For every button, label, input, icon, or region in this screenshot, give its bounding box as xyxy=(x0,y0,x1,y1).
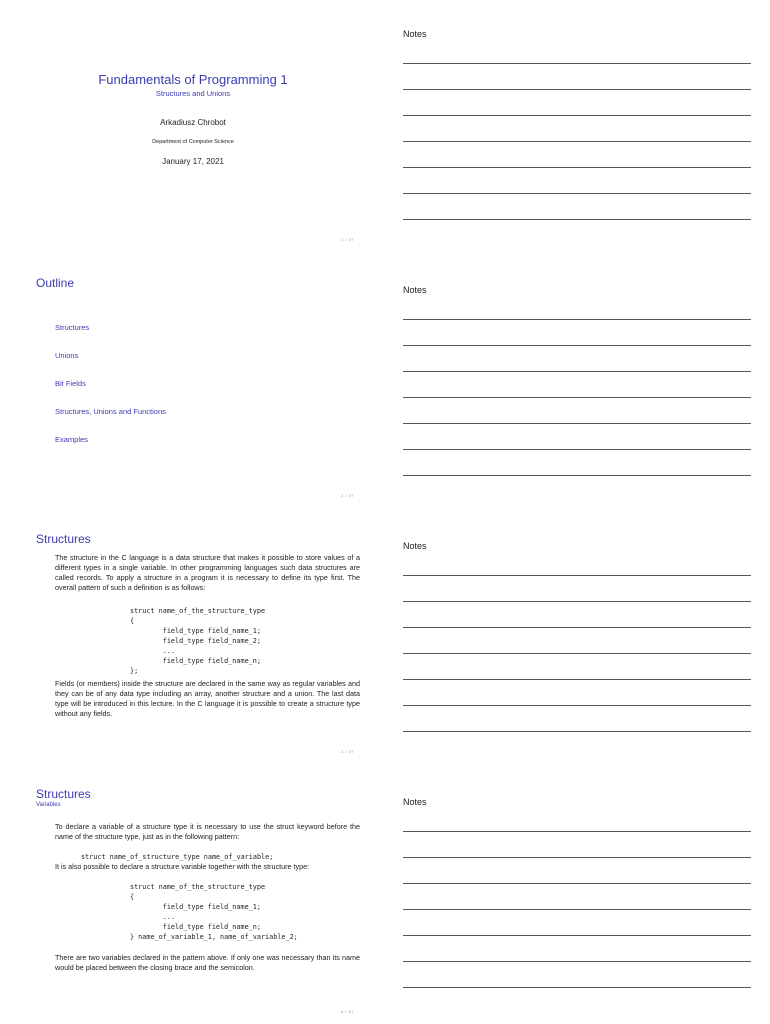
code-block xyxy=(130,882,298,942)
slide-outline xyxy=(28,256,358,512)
code-line: field_type field_name_n; xyxy=(130,923,261,931)
slide-structures xyxy=(28,512,358,768)
page-number: 2 / 67 xyxy=(340,493,354,498)
note-line xyxy=(403,423,751,424)
page-number: 3 / 67 xyxy=(340,749,354,754)
note-line xyxy=(403,705,751,706)
frame-title: Structures xyxy=(36,532,91,546)
note-line xyxy=(403,115,751,116)
slide-structures-variables xyxy=(28,768,358,1024)
code-line: ... xyxy=(130,913,176,921)
code-block xyxy=(130,606,265,676)
page-1 xyxy=(0,0,770,256)
note-line xyxy=(403,679,751,680)
presentation-date: January 17, 2021 xyxy=(162,157,224,166)
notes-panel xyxy=(403,512,753,768)
notes-panel xyxy=(403,256,753,512)
note-line xyxy=(403,193,751,194)
note-line xyxy=(403,63,751,64)
note-line xyxy=(403,831,751,832)
presentation-subtitle: Structures and Unions xyxy=(155,89,231,98)
note-line xyxy=(403,141,751,142)
page-3 xyxy=(0,512,770,768)
note-line xyxy=(403,935,751,936)
note-line xyxy=(403,909,751,910)
outro-paragraph: Fields (or members) inside the structure are declared in the same way as regular variables and they can be of any data type including an array, another structure and a union. The last data type will be introduced in this lecture. In the C language it is possible to create a structure type without any fields. xyxy=(55,679,360,718)
note-line xyxy=(403,449,751,450)
notes-label: Notes xyxy=(403,285,427,295)
page-number: 4 / 67 xyxy=(340,1009,354,1014)
intro-paragraph: To declare a variable of a structure type it is necessary to use the struct keyword before the name of the structure type, just as in the following pattern: xyxy=(55,822,360,841)
note-line xyxy=(403,883,751,884)
note-line xyxy=(403,397,751,398)
code-line: field_type field_name_1; xyxy=(130,903,261,911)
notes-panel xyxy=(403,768,753,1024)
code-line: { xyxy=(130,893,135,901)
outline-item-unions[interactable]: Unions xyxy=(55,351,79,360)
department: Department of Computer Science xyxy=(152,139,234,145)
frame-title: Outline xyxy=(36,276,75,290)
middle-paragraph: It is also possible to declare a structure variable together with the structure type: xyxy=(55,862,310,871)
code-line: struct name_of_the_structure_type xyxy=(130,607,266,615)
note-line xyxy=(403,345,751,346)
presentation-title: Fundamentals of Programming 1 xyxy=(98,72,288,87)
code-line: struct name_of_the_structure_type xyxy=(130,883,266,891)
notes-label: Notes xyxy=(403,797,427,807)
note-line xyxy=(403,601,751,602)
intro-paragraph: The structure in the C language is a data structure that makes it possible to store values of a different types in a single variable. In other programming languages such data structures are called records. To apply a structure in a program it is necessary to define its type first. The overall pattern of such a definition is as follows: xyxy=(55,553,360,592)
code-line: field_type field_name_2; xyxy=(130,637,261,645)
frame-subtitle: Variables xyxy=(36,802,61,808)
code-line: { xyxy=(130,617,135,625)
page-number: 1 / 67 xyxy=(340,237,354,242)
note-line xyxy=(403,857,751,858)
note-line xyxy=(403,475,751,476)
note-line xyxy=(403,653,751,654)
note-line xyxy=(403,987,751,988)
author-name: Arkadiusz Chrobot xyxy=(160,118,226,127)
outline-item-structures[interactable]: Structures xyxy=(55,323,90,332)
outro-paragraph: There are two variables declared in the pattern above. If only one was necessary than its name would be placed between the closing brace and the semicolon. xyxy=(55,953,360,972)
frame-title: Structures xyxy=(36,787,91,801)
note-line xyxy=(403,627,751,628)
outline-item-bit-fields[interactable]: Bit Fields xyxy=(55,379,86,388)
note-line xyxy=(403,219,751,220)
outline-item-examples[interactable]: Examples xyxy=(55,435,88,444)
note-line xyxy=(403,167,751,168)
page-4 xyxy=(0,768,770,1024)
note-line xyxy=(403,575,751,576)
note-line xyxy=(403,89,751,90)
slide-title xyxy=(28,0,358,256)
notes-label: Notes xyxy=(403,541,427,551)
code-line: }; xyxy=(130,667,139,675)
code-line: struct name_of_structure_type name_of_variable; xyxy=(81,853,274,861)
code-line: field_type field_name_1; xyxy=(130,627,261,635)
page-2 xyxy=(0,256,770,512)
outline-item-functions[interactable]: Structures, Unions and Functions xyxy=(55,407,166,416)
note-line xyxy=(403,731,751,732)
notes-label: Notes xyxy=(403,29,427,39)
note-line xyxy=(403,371,751,372)
code-line: field_type field_name_n; xyxy=(130,657,261,665)
note-line xyxy=(403,319,751,320)
code-line: } name_of_variable_1, name_of_variable_2; xyxy=(130,933,298,941)
code-line: ... xyxy=(130,647,176,655)
notes-panel xyxy=(403,0,753,256)
note-line xyxy=(403,961,751,962)
